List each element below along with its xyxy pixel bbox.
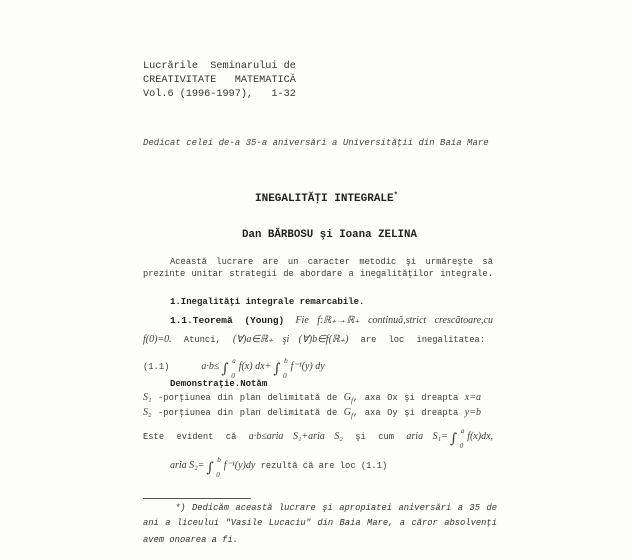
evident-and: şi cum (355, 432, 395, 442)
formula-expression (201, 357, 325, 380)
integral-upper-limit: b (284, 357, 288, 365)
graph-symbol: G (343, 407, 351, 418)
integral-upper-limit: b (217, 456, 221, 464)
theorem-condition: f(0)=0. (143, 334, 172, 345)
theorem-hypothesis: Fie f:ℝ₊→ℝ₊ continuă,strict crescătoare,cu (295, 315, 493, 326)
abstract-line-1: Această lucrare are un caracter metodic şi urmăreşte să (170, 257, 493, 267)
graph-subscript: f (351, 397, 353, 405)
integral-sign: ∫ (221, 361, 229, 377)
abstract-line-2: prezinte unitar strategii de abordare a inegalităţilor integrale. (143, 269, 493, 279)
region-s1-symbol: S₁ (143, 392, 152, 403)
journal-subtitle-line: CREATIVITATE MATEMATICĂ (143, 75, 296, 86)
dedication: Dedicat celei de-a 35-a aniversări a Universităţii din Baia Mare (143, 138, 489, 148)
integral-area-s1-body: f(x)dx, (467, 431, 494, 442)
region-s1-text: -porţiunea din plan delimitată de (158, 393, 338, 403)
integral-2-body: f⁻¹(y) dy (290, 361, 325, 372)
paper-title (255, 190, 398, 205)
region-s2-line: y=b (464, 407, 481, 418)
region-s1-definition (143, 392, 481, 407)
region-s1-line: x=a (464, 392, 481, 403)
footnote-divider (143, 498, 251, 499)
integral-upper-limit: a (460, 427, 465, 435)
authors: Dan BĂRBOSU şi Ioana ZELINA (242, 229, 417, 241)
integral-area-s2 (206, 456, 221, 479)
proof-conclusion-text: rezultă că are loc (1.1) (260, 461, 388, 471)
volume-line: Vol.6 (1996-1997), 1-32 (143, 89, 296, 100)
integral-lower-limit: 0 (216, 471, 220, 479)
formula-label: (1.1) (143, 362, 170, 372)
theorem-line-1 (170, 315, 493, 327)
integral-upper-limit: a (232, 357, 236, 365)
theorem-quantifiers: (∀)a∈ℝ₊ şi (∀)b∈f(ℝ₊) (232, 334, 349, 345)
footnote-text-1: Dedicăm această lucrare şi apropiatei aniversări a 35 de (192, 503, 498, 513)
integral-lower-limit: 0 (283, 372, 287, 380)
theorem-then: Atunci, (183, 335, 221, 345)
paper-title-text: INEGALITĂŢI INTEGRALE (255, 193, 394, 205)
evident-inequality: a·b≤aria S₁+aria S₂ (248, 431, 343, 442)
integral-sign: ∫ (449, 431, 458, 447)
region-s2-axis: , axa Oy şi dreapta (352, 408, 459, 418)
area-s1-label: aria S₁= (406, 431, 448, 442)
footnote-line-1 (175, 502, 497, 514)
section-heading: 1.Inegalităţi integrale remarcabile. (170, 297, 365, 307)
footnote-marker: *) (175, 503, 186, 513)
region-s2-symbol: S₂ (143, 407, 152, 418)
region-s2-definition (143, 407, 481, 422)
region-s2-text: -porţiunea din plan delimitată de (158, 408, 338, 418)
footnote-line-2: ani a liceului "Vasile Lucaciu" din Baia Mare, a căror absolvenţi (143, 518, 497, 528)
theorem-label: 1.1.Teoremă (Young) (170, 315, 285, 326)
formula-lhs: a·b≤ (201, 361, 220, 372)
integral-sign: ∫ (273, 361, 281, 377)
integral-lower-limit: 0 (459, 442, 464, 450)
title-footnote-mark: * (393, 192, 398, 200)
formula-1-1 (143, 357, 325, 380)
integral-1 (221, 357, 236, 380)
area-s2-label: aria S₂= (170, 460, 205, 471)
integral-sign: ∫ (206, 460, 214, 476)
theorem-line-2 (143, 334, 485, 346)
proof-intro: Demonstraţie.Notăm (170, 379, 268, 389)
integral-lower-limit: 0 (231, 372, 235, 380)
evident-lead: Este evident că (143, 432, 237, 442)
journal-name-line: Lucrările Seminarului de (143, 61, 296, 72)
integral-area-s1 (449, 427, 465, 450)
graph-symbol: G (343, 392, 351, 403)
region-s1-axis: , axa Ox şi dreapta (352, 393, 459, 403)
proof-evident-line (143, 427, 494, 450)
integral-1-body: f(x) dx+ (238, 361, 272, 372)
proof-conclusion-line (170, 456, 388, 479)
theorem-conclusion: are loc inegalitatea: (360, 335, 486, 345)
graph-subscript: f (351, 412, 353, 420)
integral-2 (273, 357, 288, 380)
footnote-line-3: avem onoarea a fi. (143, 535, 239, 545)
integral-area-s2-body: f⁻¹(y)dy (223, 460, 256, 471)
